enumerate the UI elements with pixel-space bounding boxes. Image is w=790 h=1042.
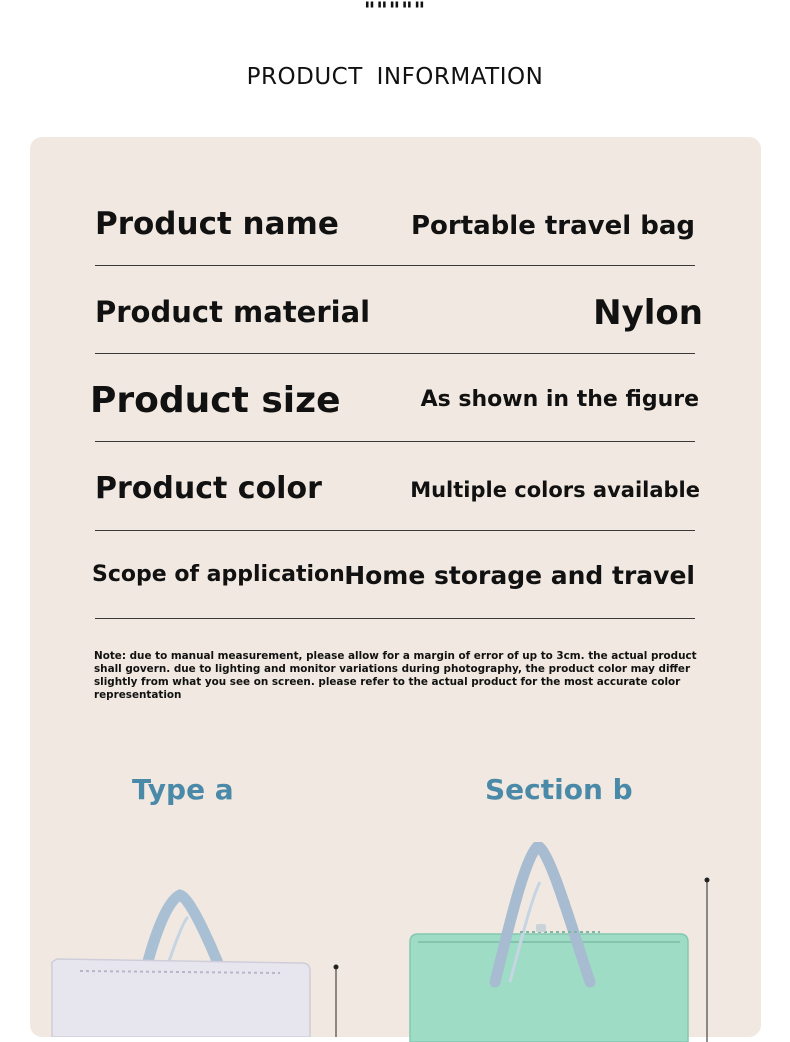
row-divider [95, 441, 695, 442]
info-row-size [90, 354, 699, 442]
row-value: Multiple colors available [410, 478, 700, 502]
bag-a-body-icon [52, 959, 310, 1037]
row-divider [95, 618, 695, 619]
page-title: PRODUCT INFORMATION [246, 64, 544, 90]
row-value: Portable travel bag [410, 211, 695, 241]
product-info-panel [30, 137, 761, 1037]
row-label: Product size [90, 380, 341, 421]
row-label: Product material [95, 295, 371, 329]
decorative-quote-mark: """"" [363, 0, 427, 24]
bag-b-dimension-dot [705, 878, 710, 883]
row-label: Scope of application [92, 562, 345, 587]
row-value: Nylon [593, 293, 703, 333]
info-row-color [95, 443, 700, 531]
type-a-label: Type a [132, 773, 234, 806]
row-value: Home storage and travel [344, 561, 695, 590]
measurement-note: Note: due to manual measurement, please allow for a margin of error of up to 3cm. the actual product shall govern. due to lighting and monitor variations during photography, the product color may differ slightly from what you see on screen. please refer to the actual product for the most accurate color representation [94, 650, 697, 701]
info-row-material [95, 266, 703, 354]
bag-b-image [400, 842, 740, 1042]
row-value: As shown in the figure [420, 387, 699, 412]
info-row-name [95, 178, 695, 266]
bag-a-image [40, 837, 370, 1037]
section-b-label: Section b [485, 773, 633, 806]
info-row-application [92, 531, 695, 619]
bag-a-dimension-dot [334, 965, 339, 970]
bag-b-zipper-pull [536, 924, 546, 932]
row-label: Product name [95, 206, 339, 242]
row-label: Product color [95, 471, 322, 506]
bag-b-body-icon [410, 934, 688, 1042]
